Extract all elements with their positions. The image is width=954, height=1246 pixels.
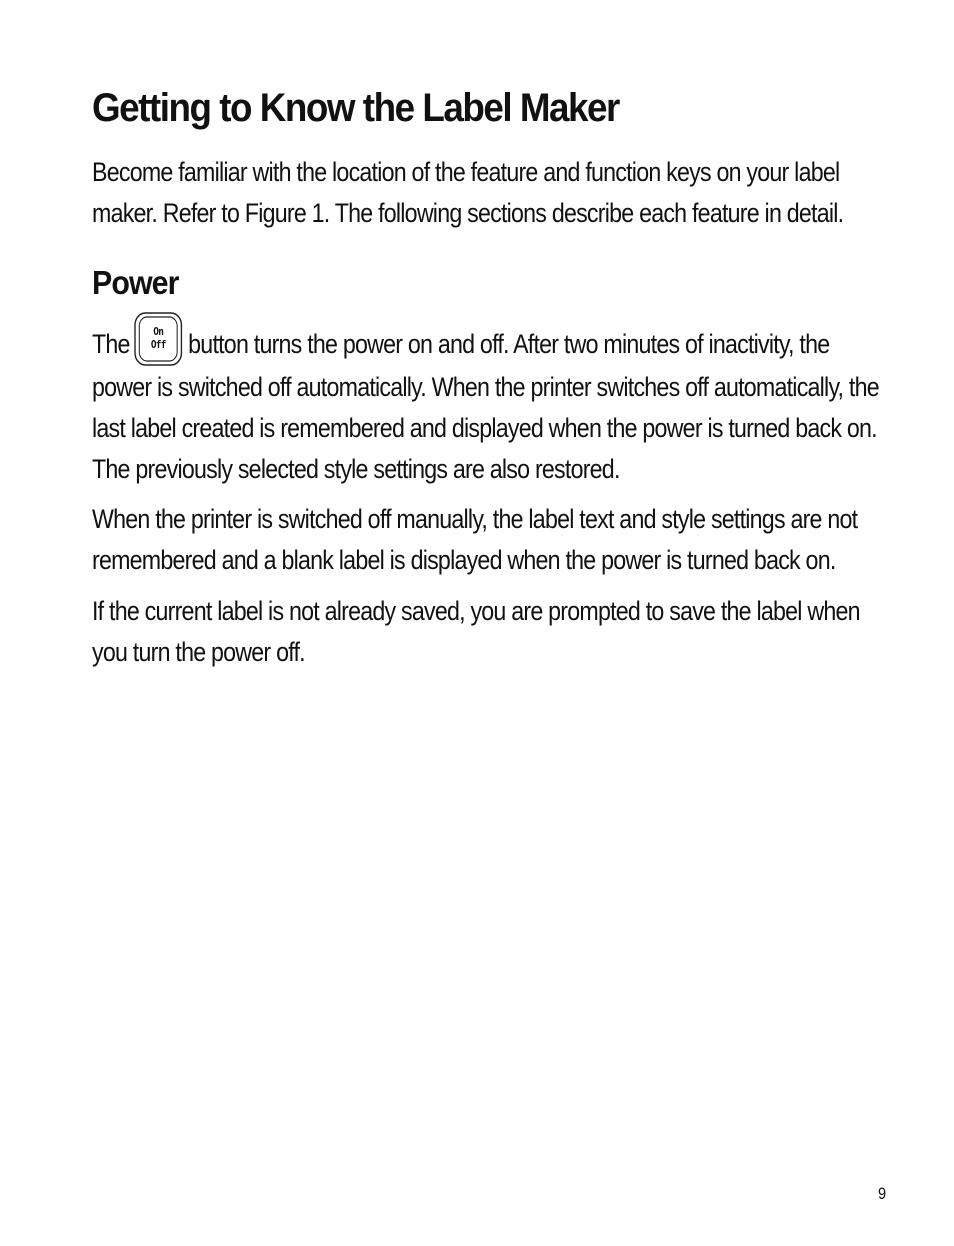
page-number: 9 — [878, 1184, 887, 1203]
on-off-key-icon — [133, 311, 183, 367]
intro-paragraph: Become familiar with the location of the feature and function keys on your label maker. Refer to Figure 1. The following sections describe each feature in detail. — [92, 157, 844, 228]
off-key-label: Off — [150, 338, 166, 352]
power-paragraph-3: If the current label is not already saved, you are prompted to save the label when you turn the power off. — [92, 595, 860, 667]
power-paragraph-2: When the printer is switched off manually, the label text and style settings are not remembered and a blank label is displayed when the power is turned back on. — [92, 504, 858, 576]
power-paragraph-1 — [92, 311, 892, 489]
power-text-after-key: button turns the power on and off. After two minutes of inactivity, the power is switched off automatically. When the printer switches off automatically, the last label created is remembered and displayed when the power is turned back on. The previously selected style settings are also restored. — [92, 329, 879, 484]
power-text-before-key: The — [92, 329, 130, 359]
page-heading: Getting to Know the Label Maker — [92, 86, 619, 130]
power-section-body — [92, 311, 892, 673]
page-content — [92, 78, 892, 683]
section-title-power: Power — [92, 264, 179, 301]
on-key-label: On — [153, 325, 163, 339]
